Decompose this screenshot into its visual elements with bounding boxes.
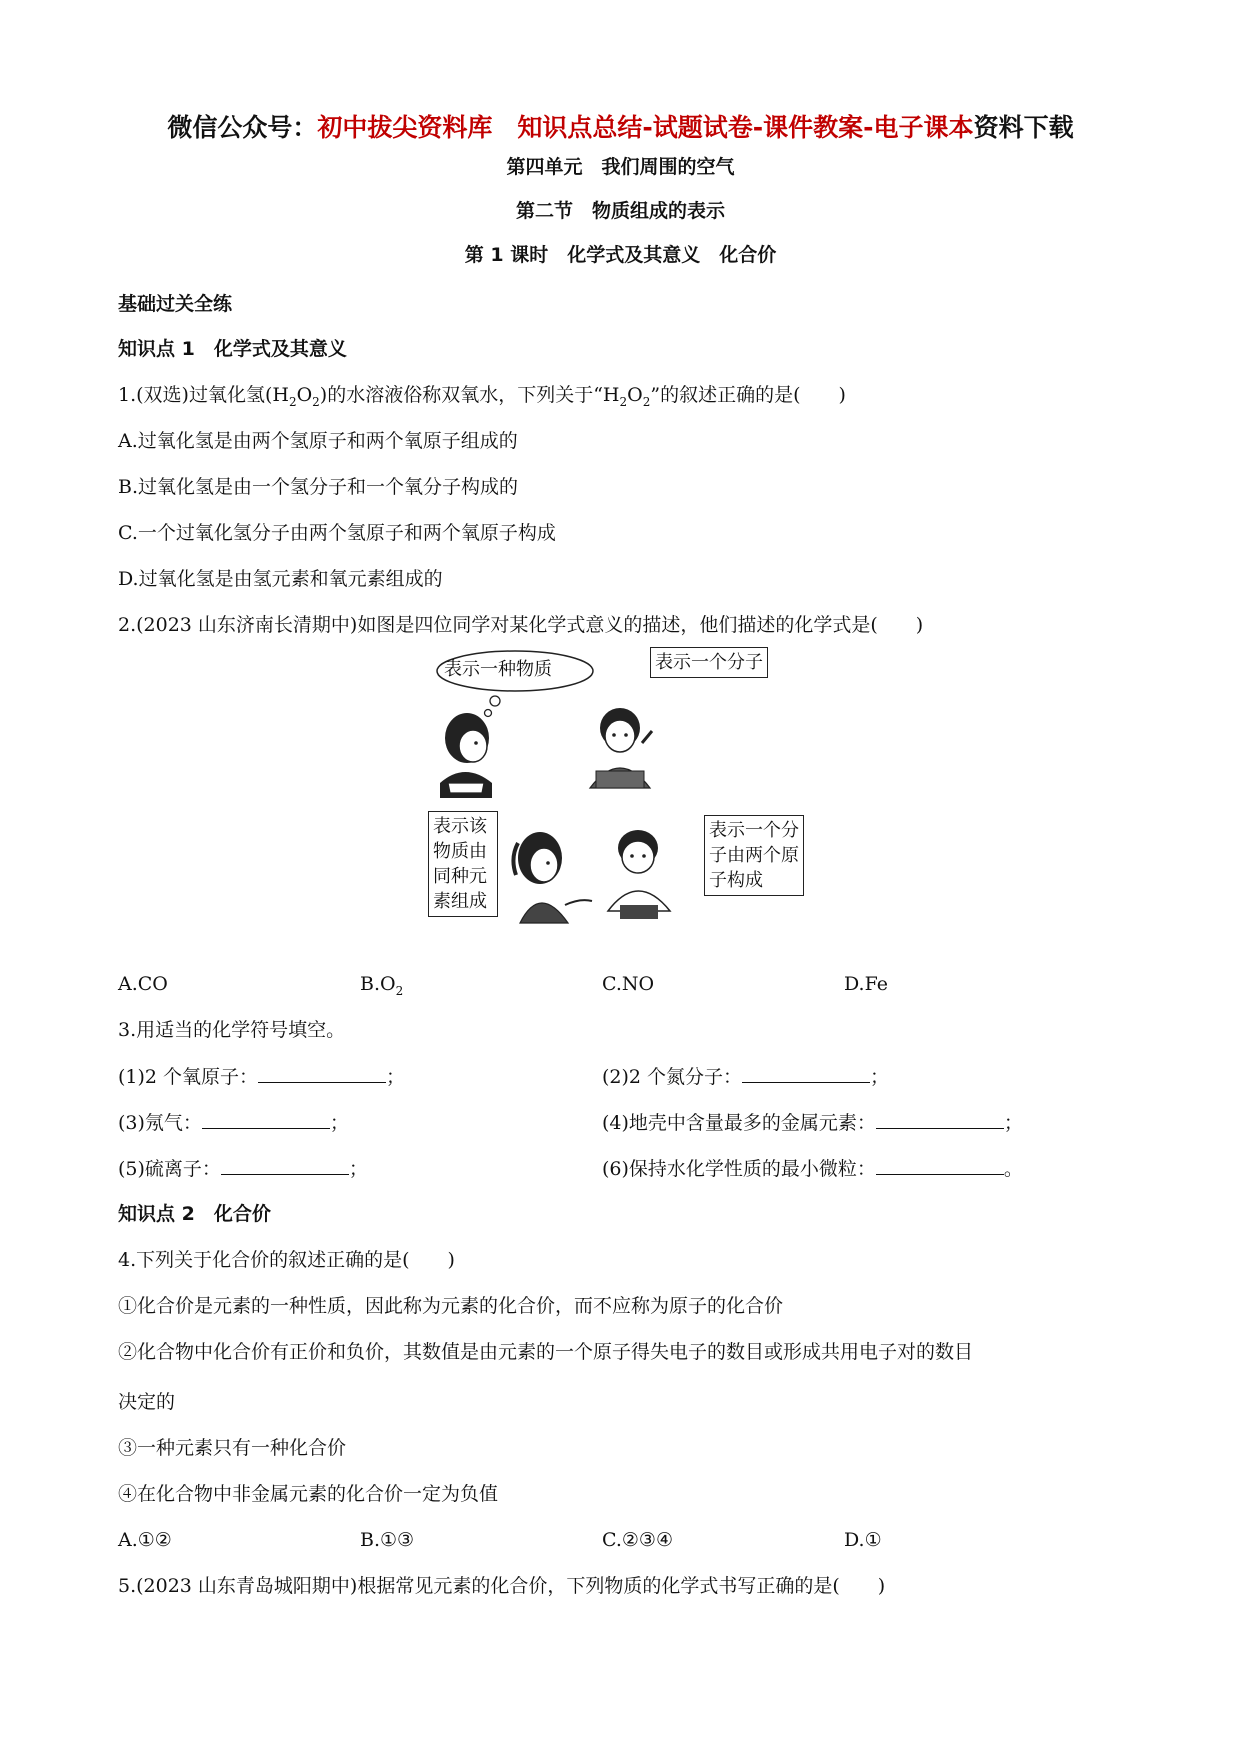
q2-option-c: C.NO (602, 973, 655, 995)
speech-bubble-4: 表示一个分 子由两个原 子构成 (704, 815, 804, 896)
student-1-icon (440, 713, 492, 798)
practice-title: 基础过关全练 (118, 293, 233, 315)
q4-statement-1: ①化合价是元素的一种性质，因此称为元素的化合价，而不应称为原子的化合价 (118, 1295, 784, 1317)
q1-option-c: C.一个过氧化氢分子由两个氢原子和两个氧原子构成 (118, 522, 556, 544)
q3-part-4: (4)地壳中含量最多的金属元素： ； (602, 1112, 1023, 1134)
q4-option-c: C.②③④ (602, 1529, 673, 1551)
q2-stem: 2.(2023 山东济南长清期中)如图是四位同学对某化学式意义的描述，他们描述的化学式是( ) (118, 614, 924, 636)
q3-stem: 3.用适当的化学符号填空。 (118, 1019, 346, 1041)
q2-option-d: D.Fe (844, 973, 888, 995)
q3-part-5: (5)硫离子： ； (118, 1158, 368, 1180)
student-4-icon (608, 830, 670, 919)
speech-bubble-3: 表示该 物质由 同种元 素组成 (428, 811, 498, 917)
q4-option-a: A.①② (118, 1529, 172, 1551)
lesson-title: 第 1 课时 化学式及其意义 化合价 (464, 244, 777, 266)
q4-option-b: B.①③ (360, 1529, 415, 1551)
q3-part-2: (2)2 个氮分子： ； (602, 1066, 890, 1088)
q4-statement-2: ②化合物中化合价有正价和负价，其数值是由元素的一个原子得失电子的数目或形成共用电子对的数目 (118, 1341, 974, 1363)
q3-part-3: (3)氖气： ； (118, 1112, 349, 1134)
knowledge-point-1: 知识点 1 化学式及其意义 (118, 338, 347, 360)
answer-blank-5[interactable] (221, 1156, 349, 1175)
q2-option-a: A.CO (118, 973, 168, 995)
answer-blank-2[interactable] (742, 1064, 870, 1083)
q1-stem: 1.(双选)过氧化氢$(H_2O_2)$的水溶液俗称双氧水，下列关于“$H_2O_2$”的叙述正确的是( ) (118, 384, 846, 409)
knowledge-point-2: 知识点 2 化合价 (118, 1203, 271, 1225)
q1-option-d: D.过氧化氢是由氢元素和氧元素组成的 (118, 568, 443, 590)
answer-blank-3[interactable] (202, 1110, 330, 1129)
q2-figure (420, 643, 840, 933)
speech-bubble-2: 表示一个分子 (650, 647, 768, 678)
q1-option-a: A.过氧化氢是由两个氢原子和两个氧原子组成的 (118, 430, 518, 452)
answer-blank-4[interactable] (876, 1110, 1004, 1129)
student-3-icon (513, 832, 592, 923)
q2-option-b: $B.O_2$ (360, 973, 404, 998)
student-2-icon (590, 708, 652, 788)
q4-stem: 4.下列关于化合价的叙述正确的是( ) (118, 1249, 455, 1271)
q4-statement-2-cont: 决定的 (118, 1391, 176, 1413)
answer-blank-1[interactable] (258, 1064, 386, 1083)
q4-statement-4: ④在化合物中非金属元素的化合价一定为负值 (118, 1483, 499, 1505)
q3-part-6: (6)保持水化学性质的最小微粒： 。 (602, 1158, 1023, 1180)
q4-statement-3: ③一种元素只有一种化合价 (118, 1437, 347, 1459)
page-header (0, 108, 1241, 144)
header-prefix: 微信公众号： (167, 113, 318, 142)
speech-bubble-1: 表示一种物质 (444, 659, 552, 680)
q3-part-1: (1)2 个氧原子： ； (118, 1066, 406, 1088)
answer-blank-6[interactable] (876, 1156, 1004, 1175)
q1-option-b: B.过氧化氢是由一个氢分子和一个氧分子构成的 (118, 476, 519, 498)
section-title: 第二节 物质组成的表示 (515, 200, 725, 222)
unit-title: 第四单元 我们周围的空气 (506, 156, 735, 178)
q4-option-d: D.① (844, 1529, 882, 1551)
q5-stem: 5.(2023 山东青岛城阳期中)根据常见元素的化合价，下列物质的化学式书写正确的是( ) (118, 1575, 886, 1597)
header-highlight: 初中拔尖资料库 知识点总结-试题试卷-课件教案-电子课本 (317, 113, 974, 142)
header-suffix: 资料下载 (973, 113, 1074, 142)
